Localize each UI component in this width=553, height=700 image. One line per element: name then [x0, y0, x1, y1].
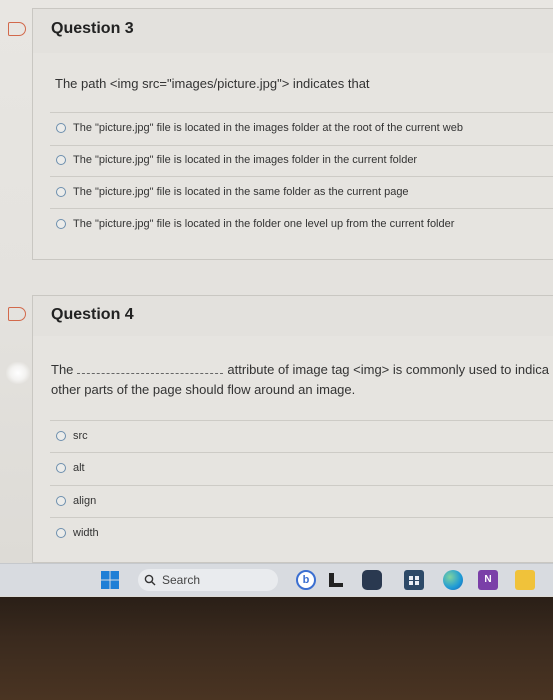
option-label: src	[73, 430, 88, 442]
option-label: align	[73, 495, 97, 507]
question-4-option-src[interactable]	[56, 430, 88, 442]
question-3-option-1[interactable]	[56, 122, 463, 134]
screen-glare	[6, 362, 30, 384]
question-3-title: Question 3	[51, 20, 134, 37]
question-4-option-alt[interactable]	[56, 462, 85, 474]
question-4-option-width[interactable]	[56, 527, 99, 539]
question-3-option-2[interactable]	[56, 154, 417, 166]
option-label: The "picture.jpg" file is located in the same folder as the current page	[73, 186, 409, 198]
fill-in-blank	[77, 363, 223, 374]
option-label: alt	[73, 462, 85, 474]
question-4-option-align[interactable]	[56, 495, 96, 507]
radio-button[interactable]	[56, 155, 66, 165]
divider	[50, 485, 553, 486]
question-4-flag-icon[interactable]	[8, 307, 26, 321]
radio-button[interactable]	[56, 463, 66, 473]
windows-start-icon[interactable]	[100, 570, 120, 590]
radio-button[interactable]	[56, 431, 66, 441]
prompt-start: The	[51, 362, 74, 377]
radio-button[interactable]	[56, 187, 66, 197]
question-3-option-4[interactable]	[56, 218, 454, 230]
onenote-icon[interactable]: N	[478, 570, 498, 590]
file-explorer-icon[interactable]	[326, 570, 346, 590]
prompt-end: attribute of image tag <img> is commonly used to indica	[227, 362, 549, 377]
edge-browser-icon[interactable]	[443, 570, 463, 590]
chat-app-icon[interactable]	[362, 570, 382, 590]
divider	[50, 420, 553, 421]
question-4-title: Question 4	[51, 306, 134, 323]
search-icon	[144, 574, 156, 586]
divider	[50, 452, 553, 453]
search-label: Search	[162, 573, 201, 587]
divider	[50, 208, 553, 209]
question-4-prompt-line1	[51, 362, 549, 377]
divider	[50, 145, 553, 146]
divider	[50, 176, 553, 177]
sticky-notes-icon[interactable]	[515, 570, 535, 590]
question-4-prompt-line2: other parts of the page should flow around an image.	[51, 382, 356, 397]
option-label: The "picture.jpg" file is located in the images folder at the root of the current web	[73, 122, 463, 134]
store-icon[interactable]	[404, 570, 424, 590]
divider	[50, 112, 553, 113]
monitor-bezel	[0, 597, 553, 700]
question-3-option-3[interactable]	[56, 186, 409, 198]
bing-icon[interactable]: b	[296, 570, 316, 590]
option-label: width	[73, 527, 99, 539]
radio-button[interactable]	[56, 123, 66, 133]
taskbar	[0, 563, 553, 596]
radio-button[interactable]	[56, 219, 66, 229]
question-3-prompt: The path <img src="images/picture.jpg"> indicates that	[55, 76, 370, 91]
radio-button[interactable]	[56, 528, 66, 538]
option-label: The "picture.jpg" file is located in the images folder in the current folder	[73, 154, 418, 166]
divider	[50, 517, 553, 518]
option-label: The "picture.jpg" file is located in the folder one level up from the current folder	[73, 218, 455, 230]
taskbar-search[interactable]	[138, 569, 278, 591]
question-3-flag-icon[interactable]	[8, 22, 26, 36]
radio-button[interactable]	[56, 496, 66, 506]
